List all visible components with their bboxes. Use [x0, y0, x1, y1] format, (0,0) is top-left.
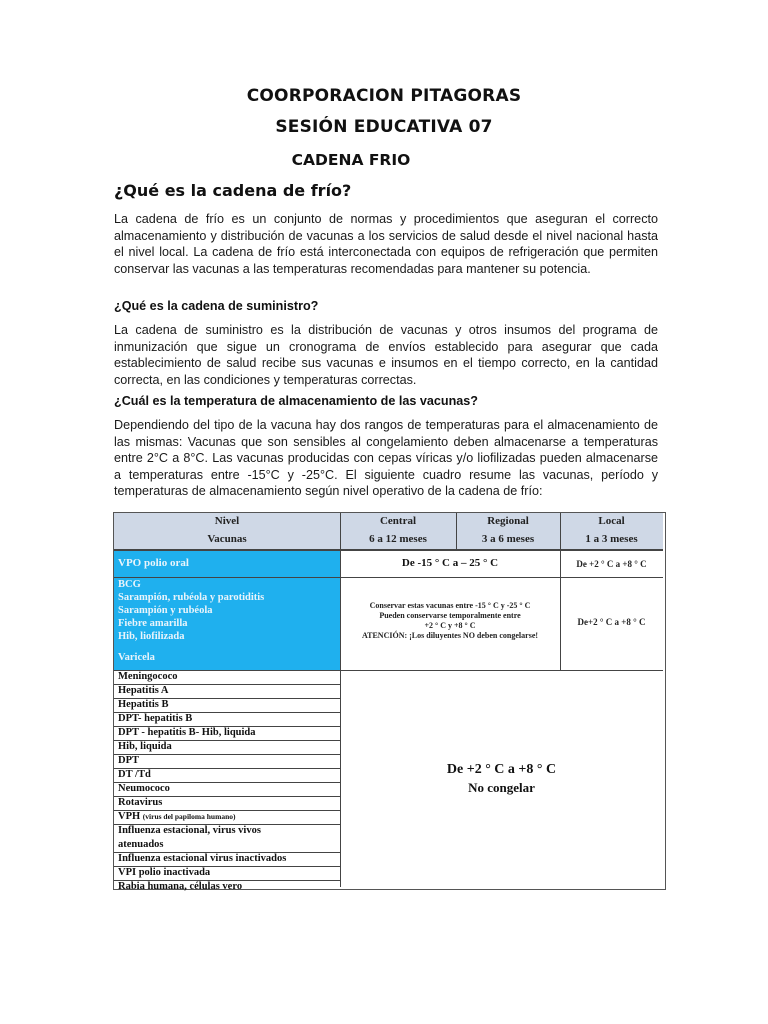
- freeze-item-fiebre-amarilla: Fiebre amarilla: [118, 618, 188, 629]
- grid-vertical-regional-local: [560, 513, 561, 670]
- vpo-local-temp: De +2 ° C a +8 ° C: [576, 559, 647, 569]
- freeze-note-line1: Conservar estas vacunas entre -15 ° C y -25 ° C: [369, 601, 531, 610]
- topic-title: CADENA FRIO: [291, 151, 411, 169]
- vpo-vaccine-label: VPO polio oral: [118, 557, 189, 569]
- section-heading-supply-chain: ¿Qué es la cadena de suministro?: [114, 299, 319, 313]
- grid-vpo-bottom: [114, 577, 663, 578]
- grid-row-line: [114, 768, 340, 769]
- freeze-item-hib-liofilizada: Hib, liofilizada: [118, 631, 185, 642]
- freeze-group-list: [114, 578, 340, 664]
- freeze-item-sr: Sarampión y rubéola: [118, 605, 213, 616]
- grid-vertical-central-regional: [456, 513, 457, 549]
- freeze-group-note: [340, 601, 560, 641]
- header-central-period: 6 a 12 meses: [369, 533, 427, 545]
- vpo-central-regional-temp: De -15 ° C a – 25 ° C: [401, 557, 499, 569]
- cold-item-rotavirus: Rotavirus: [118, 797, 163, 808]
- grid-row-line: [114, 880, 340, 881]
- cold-item-meningococo: Meningococo: [118, 671, 178, 682]
- freeze-note-line2: Pueden conservarse temporalmente entre: [379, 611, 521, 620]
- vph-note: (virus del papiloma humano): [142, 812, 236, 821]
- grid-row-line: [114, 684, 340, 685]
- grid-freeze-bottom: [114, 670, 663, 671]
- cold-group-temp: De +2 ° C a +8 ° C: [446, 762, 557, 777]
- header-local: Local: [598, 515, 625, 527]
- organization-title: COORPORACION PITAGORAS: [246, 86, 522, 106]
- grid-row-line: [114, 740, 340, 741]
- cold-item-dpt-hepb: DPT- hepatitis B: [118, 713, 193, 724]
- header-central: Central: [379, 515, 417, 527]
- vph-label: VPH: [118, 811, 141, 822]
- header-local-period: 1 a 3 meses: [585, 533, 638, 545]
- freeze-note-line4: ATENCIÓN: ¡Los diluyentes NO deben congelarse!: [361, 631, 539, 640]
- grid-row-line: [114, 754, 340, 755]
- paragraph-supply-chain: La cadena de suministro es la distribución de vacunas y otros insumos del programa de inmunización que sigue un cronograma de envíos establecido para asegurar que cada establecimiento de salud recibe sus vacunas e insumos en el tiempo correcto, en la cantidad correcta, en las condiciones y temperaturas correctas.: [114, 323, 658, 387]
- freeze-item-srp: Sarampión, rubéola y parotiditis: [118, 592, 265, 603]
- cold-item-hepatitis-a: Hepatitis A: [118, 685, 169, 696]
- grid-row-line: [114, 712, 340, 713]
- cold-item-dpt-hepb-hib: DPT - hepatitis B- Hib, liquida: [118, 727, 256, 738]
- freeze-note-line3: +2 ° C y +8 ° C: [424, 621, 476, 630]
- cold-item-rabia: Rabia humana, células vero: [118, 881, 243, 892]
- header-vacunas: Vacunas: [207, 533, 247, 545]
- vaccine-storage-table: [113, 512, 666, 890]
- freeze-group-local-temp: De+2 ° C a +8 ° C: [577, 617, 646, 627]
- grid-row-line: [114, 782, 340, 783]
- cold-item-dpt: DPT: [118, 755, 139, 766]
- cold-item-influenza-vivos-cont: atenuados: [118, 839, 164, 850]
- grid-row-line: [114, 824, 340, 825]
- grid-row-line: [114, 810, 340, 811]
- cold-item-hepatitis-b: Hepatitis B: [118, 699, 169, 710]
- grid-row-line: [114, 866, 340, 867]
- section-heading-cold-chain: ¿Qué es la cadena de frío?: [114, 181, 352, 200]
- grid-row-line: [114, 852, 340, 853]
- cold-item-influenza-inactivados: Influenza estacional virus inactivados: [118, 853, 287, 864]
- paragraph-storage-temperature: Dependiendo del tipo de la vacuna hay dos rangos de temperaturas para el almacenamiento de las mismas: Vacunas que son sensibles al congelamiento deben almacenarse a temperaturas entre 2°C a 8°C. Las vacunas producidas con cepas víricas y/o liofilizadas pueden almacenarse a temperaturas entre -15°C y -25°C. El siguiente cuadro resume las vacunas, período y temperaturas de almacenamiento según nivel operativo de la cadena de frío:: [114, 418, 658, 498]
- grid-vertical-main: [340, 513, 341, 887]
- cold-item-dt-td: DT /Td: [118, 769, 151, 780]
- cold-item-hib-liquida: Hib, liquida: [118, 741, 172, 752]
- cold-group-no-freeze: No congelar: [468, 780, 535, 795]
- session-title: SESIÓN EDUCATIVA 07: [275, 117, 493, 137]
- cold-item-vpi: VPI polio inactivada: [118, 867, 211, 878]
- cold-item-neumococo: Neumococo: [118, 783, 170, 794]
- freeze-item-varicela: Varicela: [118, 652, 155, 663]
- cold-item-vph: [114, 810, 340, 824]
- grid-row-line: [114, 698, 340, 699]
- header-regional-period: 3 a 6 meses: [481, 533, 535, 545]
- header-nivel: Nivel: [214, 515, 240, 527]
- grid-row-line: [114, 796, 340, 797]
- grid-row-line: [114, 726, 340, 727]
- header-regional: Regional: [487, 515, 529, 527]
- section-heading-storage-temperature: ¿Cuál es la temperatura de almacenamiento de las vacunas?: [114, 394, 478, 408]
- grid-header-bottom: [114, 549, 663, 551]
- paragraph-cold-chain: La cadena de frío es un conjunto de normas y procedimientos que aseguran el correcto almacenamiento y distribución de vacunas a los servicios de salud desde el nivel nacional hasta el nivel local. La cadena de frío está interconectada con equipos de refrigeración que permiten conservar las vacunas a las temperaturas recomendadas para mantener su potencia.: [114, 212, 658, 276]
- freeze-item-bcg: BCG: [118, 579, 141, 590]
- cold-item-influenza-vivos: Influenza estacional, virus vivos: [118, 825, 261, 836]
